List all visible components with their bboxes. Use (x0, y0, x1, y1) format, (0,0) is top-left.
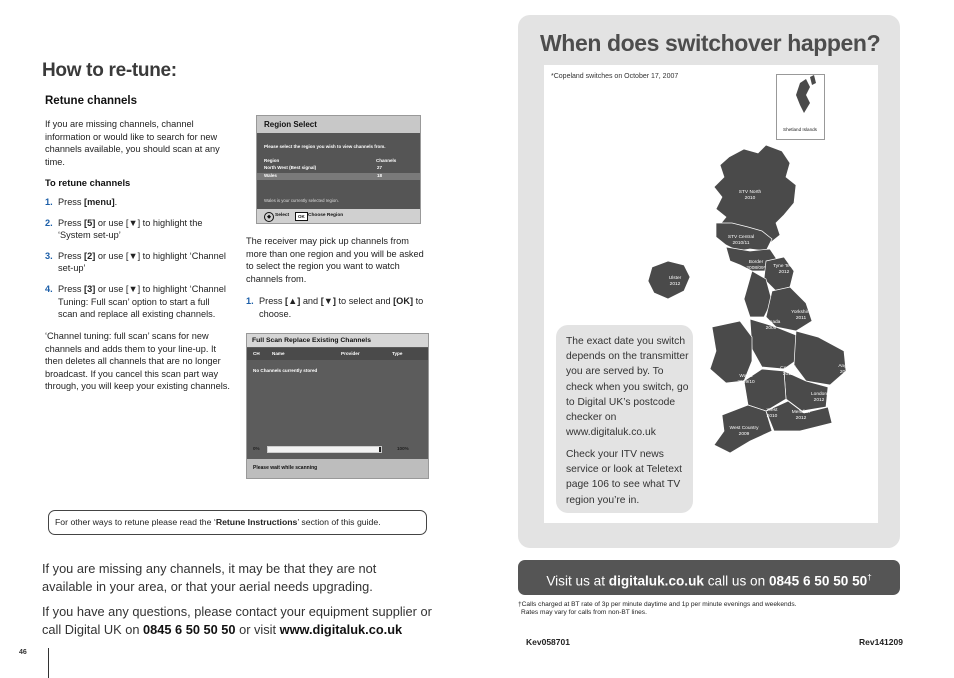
select-hint: Select (275, 213, 290, 218)
copeland-note: *Copeland switches on October 17, 2007 (551, 73, 679, 80)
region-select-screen: Region Select Please select the region you wish to view channels from. Region Channels North West (Best signal) 27 Wales 18 Wales is your currently selected region. ◆ Select OK Choose Region (256, 115, 421, 224)
region-screen-instruction: Please select the region you wish to view channels from. (264, 144, 386, 149)
visit-us-bar: Visit us at digitaluk.co.uk call us on 0845 6 50 50 50† (518, 560, 900, 595)
subsection-title: To retune channels (45, 177, 131, 188)
region-label: London 2012 (810, 392, 827, 403)
retune-steps-list (45, 196, 227, 329)
region-steps-list (246, 295, 431, 320)
scan-screen-title: Full Scan Replace Existing Channels (247, 334, 428, 347)
step-item: 1. Press [menu]. (45, 197, 118, 207)
region-label: Central 2011 (780, 366, 796, 377)
region-label: Tyne Tees 2012 (773, 264, 795, 275)
document-code-right: Rev141209 (859, 637, 903, 647)
full-scan-screen (246, 333, 429, 479)
region-label: Wales 2009/10 (737, 374, 755, 385)
intro-paragraph: If you are missing channels, channel information or would like to search for new channels available, you should scan at any time. (45, 119, 220, 167)
full-scan-paragraph: ‘Channel tuning: full scan’ scans for new channels and adds them to your line-up. It then deletes all channels that are no longer broadcast. If you cancel this scan part way through, you will keep your existing channels. (45, 331, 230, 392)
step-item: 1. Press [▲] and [▼] to select and [OK] to choose. (246, 296, 424, 319)
region-label: STV North 2010 (738, 190, 762, 201)
website-link[interactable]: www.digitaluk.co.uk (279, 621, 403, 637)
scan-screen-message: No Channels currently stored (253, 368, 318, 373)
choose-region-hint: Choose Region (308, 213, 344, 218)
region-label: Meridian 2012 (791, 410, 811, 421)
region-label: STV Central 2010/11 (727, 235, 755, 246)
call-charges-footnote: †Calls charged at BT rate of 3p per minute daytime and 1p per minute evenings and weekends. Rates may vary for calls from non-BT lines. (518, 601, 797, 616)
itv-region-info: Check your ITV news service or look at Teletext page 106 to see what TV region you’re in. (566, 449, 682, 506)
step-item: 2. Press [5] or use [▼] to highlight the ‘System set-up’ (45, 217, 203, 241)
step-item: 3. Press [2] or use [▼] to highlight ‘Channel set-up’ (45, 250, 226, 274)
switch-date-info: The exact date you switch depends on the transmitter you are served by. To check when you switch, go to Digital UK’s postcode checker on www.digitaluk.co.uk (566, 336, 689, 439)
shetland-label: Shetland Islands (783, 127, 817, 132)
retune-instructions-note: For other ways to retune please read the ‘Retune Instructions’ section of this guide. (48, 510, 427, 535)
scan-progress-bar (267, 446, 382, 453)
scan-progress-row: 0% 100% (253, 446, 409, 451)
region-label: Anglia 2011 (838, 364, 852, 375)
scan-screen-header: CH Name Provider Type (247, 348, 428, 360)
region-label: Border 2008/09* (746, 260, 766, 271)
scan-screen-footer: Please wait while scanning (247, 459, 428, 478)
section-title: Retune channels (45, 95, 138, 107)
missing-channels-paragraph: If you are missing any channels, it may be that they are not available in your area, or that your aerial needs upgrading. (42, 561, 377, 594)
page-divider (48, 648, 49, 678)
region-paragraph: The receiver may pick up channels from more than one region and you will be asked to select the region you want to watch channels from. (246, 236, 424, 284)
page-number: 46 (19, 649, 27, 656)
region-screen-footer: Wales is your currently selected region. (264, 198, 339, 203)
region-screen-title: Region Select (257, 116, 420, 133)
contact-paragraph: If you have any questions, please contact your equipment supplier or call Digital UK on 0845 6 50 50 50 or visit www.digitaluk.co.uk (42, 604, 432, 637)
region-label: Yorkshire 2011 (791, 310, 811, 321)
region-screen-button-bar (257, 209, 420, 223)
region-label: Ulster 2012 (668, 276, 682, 287)
ok-key-icon: OK (295, 212, 308, 221)
switchover-title: When does switchover happen? (540, 30, 881, 56)
region-label: West Country 2009 (729, 426, 759, 437)
region-row-selected[interactable]: Wales 18 (257, 173, 420, 180)
dpad-icon: ◆ (264, 212, 274, 222)
visit-website-link[interactable]: digitaluk.co.uk (608, 573, 704, 589)
region-row[interactable]: North West (Best signal) 27 (264, 165, 383, 170)
visit-phone-number: 0845 6 50 50 50 (768, 573, 868, 589)
region-label: Granada 2009 (761, 320, 781, 331)
document-code-left: Kev058701 (526, 637, 570, 647)
page-title: How to re-tune: (42, 60, 177, 81)
phone-number: 0845 6 50 50 50 (143, 621, 236, 637)
region-label: West 2010 (766, 408, 778, 419)
scan-progress-fill (268, 447, 379, 452)
step-item: 4. Press [3] or use [▼] to highlight ‘Channel Tuning: Full scan’ option to start a full scan and replace all existing channels. (45, 283, 226, 320)
